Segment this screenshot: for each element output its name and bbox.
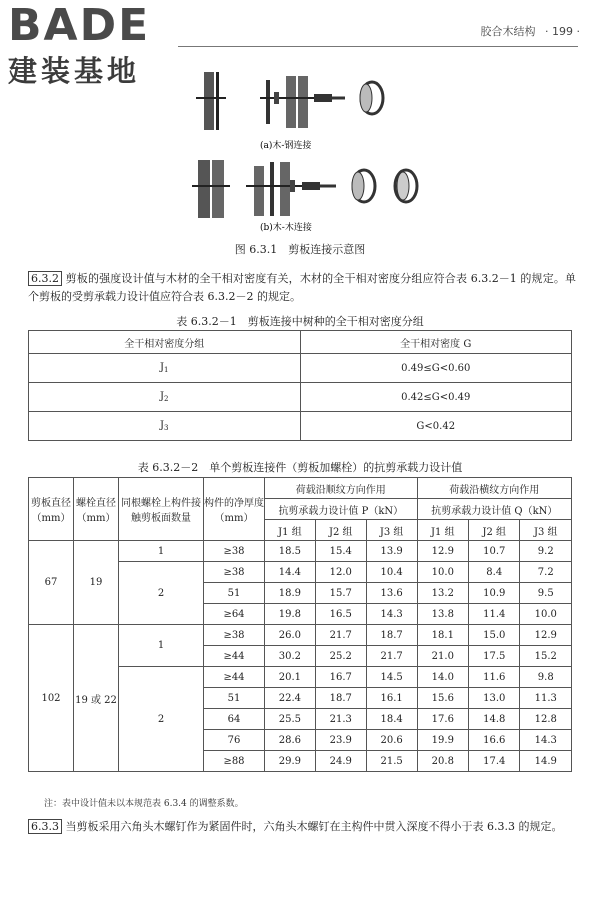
cell-value: 10.9 bbox=[469, 583, 520, 604]
shear-capacity-table bbox=[28, 477, 572, 772]
paragraph-text: 剪板的强度设计值与木材的全干相对密度有关，木材的全干相对密度分组应符合表 6.3.2－1 的规定。单个剪板的受剪承载力设计值应符合表 6.3.2－2 的规定。 bbox=[28, 272, 576, 303]
cell-value: 11.6 bbox=[469, 667, 520, 688]
cell-value: 10.0 bbox=[520, 604, 572, 625]
table2-caption: 表 6.3.2－2 单个剪板连接件（剪板加螺栓）的抗剪承载力设计值 bbox=[137, 461, 463, 474]
cell-value: 18.5 bbox=[265, 541, 316, 562]
cell-value: 21.7 bbox=[366, 646, 417, 667]
cell-value: 25.5 bbox=[265, 709, 316, 730]
cell-value: 19.8 bbox=[265, 604, 316, 625]
cell-value: 11.3 bbox=[520, 688, 572, 709]
cell-value: 8.4 bbox=[469, 562, 520, 583]
cell-value: 16.1 bbox=[366, 688, 417, 709]
cell-value: 76 bbox=[204, 730, 265, 751]
cell-value: 17.4 bbox=[469, 751, 520, 772]
shear-plate-diagram bbox=[190, 58, 450, 238]
table2-header-bolt: 螺栓直径（mm） bbox=[74, 478, 119, 541]
cell-value: ≥38 bbox=[204, 625, 265, 646]
table1-header-density: 全干相对密度 G bbox=[300, 331, 572, 354]
table-row bbox=[29, 354, 572, 383]
cell-value: 14.3 bbox=[520, 730, 572, 751]
logo-wordmark: BADE bbox=[8, 0, 151, 51]
table-note: 注：表中设计值未以本规范表 6.3.4 的调整系数。 bbox=[44, 799, 244, 809]
cell-diameter: 67 bbox=[29, 541, 74, 625]
table2-header-parallel: 荷载沿顺纹方向作用 bbox=[265, 478, 418, 499]
cell-value: 10.0 bbox=[417, 562, 468, 583]
cell-value: 14.4 bbox=[265, 562, 316, 583]
cell-value: 20.8 bbox=[417, 751, 468, 772]
section-title: 胶合木结构 bbox=[480, 25, 536, 38]
cell-value: ≥38 bbox=[204, 541, 265, 562]
cell-value: ≥38 bbox=[204, 562, 265, 583]
table-row bbox=[29, 383, 572, 412]
cell-value: ≥44 bbox=[204, 667, 265, 688]
cell-diameter: 102 bbox=[29, 625, 74, 772]
cell-value: 18.7 bbox=[366, 625, 417, 646]
table2-header-perp: 荷载沿横纹方向作用 bbox=[417, 478, 571, 499]
cell-value: 24.9 bbox=[315, 751, 366, 772]
cell-value: 13.6 bbox=[366, 583, 417, 604]
cell-value: 14.0 bbox=[417, 667, 468, 688]
table1-cell-range: 0.42≤G<0.49 bbox=[300, 383, 572, 412]
paragraph-6-3-3 bbox=[28, 818, 576, 836]
table2-header-thickness: 构件的净厚度（mm） bbox=[204, 478, 265, 541]
cell-count: 1 bbox=[119, 541, 204, 562]
table2-header-q: 抗剪承载力设计值 Q（kN） bbox=[417, 499, 571, 520]
paragraph-text: 当剪板采用六角头木螺钉作为紧固件时，六角头木螺钉在主构件中贯入深度不得小于表 6.3.3 的规定。 bbox=[65, 820, 563, 833]
cell-value: 51 bbox=[204, 688, 265, 709]
group-header: J1 组 bbox=[417, 520, 468, 541]
group-header: J1 组 bbox=[265, 520, 316, 541]
cell-value: 51 bbox=[204, 583, 265, 604]
cell-value: 15.6 bbox=[417, 688, 468, 709]
table1-cell-range: G<0.42 bbox=[300, 412, 572, 441]
cell-value: 30.2 bbox=[265, 646, 316, 667]
header-rule bbox=[178, 46, 578, 47]
cell-value: 25.2 bbox=[315, 646, 366, 667]
group-header: J3 组 bbox=[520, 520, 572, 541]
table2-header-count: 同根螺栓上构件接触剪板面数量 bbox=[119, 478, 204, 541]
table1-cell-range: 0.49≤G<0.60 bbox=[300, 354, 572, 383]
logo-subtitle: 建装基地 bbox=[8, 54, 141, 88]
cell-value: 15.4 bbox=[315, 541, 366, 562]
cell-value: 14.3 bbox=[366, 604, 417, 625]
cell-value: 17.6 bbox=[417, 709, 468, 730]
cell-count: 2 bbox=[119, 562, 204, 625]
cell-value: 7.2 bbox=[520, 562, 572, 583]
cell-value: 15.0 bbox=[469, 625, 520, 646]
table1-cell-group bbox=[29, 412, 301, 441]
cell-value: 11.4 bbox=[469, 604, 520, 625]
cell-value: 19.9 bbox=[417, 730, 468, 751]
cell-value: 12.0 bbox=[315, 562, 366, 583]
paragraph-6-3-2 bbox=[28, 270, 576, 306]
figure-caption-a: (a)木-钢连接 bbox=[260, 141, 312, 151]
cell-value: 28.6 bbox=[265, 730, 316, 751]
group-header: J2 组 bbox=[315, 520, 366, 541]
cell-value: 22.4 bbox=[265, 688, 316, 709]
cell-value: 21.3 bbox=[315, 709, 366, 730]
clause-number: 6.3.2 bbox=[28, 271, 62, 286]
cell-value: 16.5 bbox=[315, 604, 366, 625]
cell-value: 10.4 bbox=[366, 562, 417, 583]
cell-value: 15.2 bbox=[520, 646, 572, 667]
figure-caption-b: (b)木-木连接 bbox=[260, 223, 312, 233]
cell-count: 2 bbox=[119, 667, 204, 772]
density-group-table bbox=[28, 330, 572, 441]
cell-value: 21.7 bbox=[315, 625, 366, 646]
wood-wood-assembly bbox=[192, 160, 417, 218]
figure-title: 图 6.3.1 剪板连接示意图 bbox=[234, 243, 366, 256]
cell-value: 29.9 bbox=[265, 751, 316, 772]
table-row bbox=[29, 412, 572, 441]
logo bbox=[8, 0, 178, 88]
cell-value: 14.8 bbox=[469, 709, 520, 730]
cell-value: 12.8 bbox=[520, 709, 572, 730]
cell-value: ≥64 bbox=[204, 604, 265, 625]
table1-cell-group bbox=[29, 383, 301, 412]
cell-bolt: 19 或 22 bbox=[74, 625, 119, 772]
cell-value: 23.9 bbox=[315, 730, 366, 751]
cell-value: ≥44 bbox=[204, 646, 265, 667]
group-label: J bbox=[160, 420, 165, 431]
cell-value: 12.9 bbox=[417, 541, 468, 562]
cell-value: 10.7 bbox=[469, 541, 520, 562]
cell-value: 13.0 bbox=[469, 688, 520, 709]
cell-value: 9.8 bbox=[520, 667, 572, 688]
table1-header-group: 全干相对密度分组 bbox=[29, 331, 301, 354]
running-header bbox=[0, 23, 580, 39]
cell-value: 64 bbox=[204, 709, 265, 730]
cell-value: 9.5 bbox=[520, 583, 572, 604]
cell-count: 1 bbox=[119, 625, 204, 667]
shear-plate-figure bbox=[190, 58, 450, 238]
cell-bolt: 19 bbox=[74, 541, 119, 625]
cell-value: 18.7 bbox=[315, 688, 366, 709]
cell-value: 16.7 bbox=[315, 667, 366, 688]
table2-header-p: 抗剪承载力设计值 P（kN） bbox=[265, 499, 418, 520]
table-row bbox=[29, 625, 572, 646]
group-header: J2 组 bbox=[469, 520, 520, 541]
page-number: · 199 · bbox=[545, 25, 580, 38]
wood-steel-assembly bbox=[196, 72, 383, 130]
cell-value: 18.4 bbox=[366, 709, 417, 730]
group-label: J bbox=[160, 391, 165, 402]
cell-value: 20.6 bbox=[366, 730, 417, 751]
cell-value: 18.1 bbox=[417, 625, 468, 646]
cell-value: 21.5 bbox=[366, 751, 417, 772]
table1-cell-group bbox=[29, 354, 301, 383]
group-sub: 2 bbox=[164, 395, 169, 403]
table-row bbox=[29, 541, 572, 562]
table2-header-diameter: 剪板直径（mm） bbox=[29, 478, 74, 541]
clause-number: 6.3.3 bbox=[28, 819, 62, 834]
group-sub: 1 bbox=[164, 366, 169, 374]
cell-value: 9.2 bbox=[520, 541, 572, 562]
cell-value: 16.6 bbox=[469, 730, 520, 751]
cell-value: ≥88 bbox=[204, 751, 265, 772]
group-label: J bbox=[160, 362, 165, 373]
group-sub: 3 bbox=[164, 424, 169, 432]
cell-value: 13.2 bbox=[417, 583, 468, 604]
group-header: J3 组 bbox=[366, 520, 417, 541]
cell-value: 15.7 bbox=[315, 583, 366, 604]
cell-value: 20.1 bbox=[265, 667, 316, 688]
cell-value: 17.5 bbox=[469, 646, 520, 667]
cell-value: 18.9 bbox=[265, 583, 316, 604]
cell-value: 14.5 bbox=[366, 667, 417, 688]
cell-value: 21.0 bbox=[417, 646, 468, 667]
cell-value: 12.9 bbox=[520, 625, 572, 646]
cell-value: 14.9 bbox=[520, 751, 572, 772]
table1-caption: 表 6.3.2－1 剪板连接中树种的全干相对密度分组 bbox=[176, 315, 424, 328]
cell-value: 13.9 bbox=[366, 541, 417, 562]
cell-value: 13.8 bbox=[417, 604, 468, 625]
cell-value: 26.0 bbox=[265, 625, 316, 646]
